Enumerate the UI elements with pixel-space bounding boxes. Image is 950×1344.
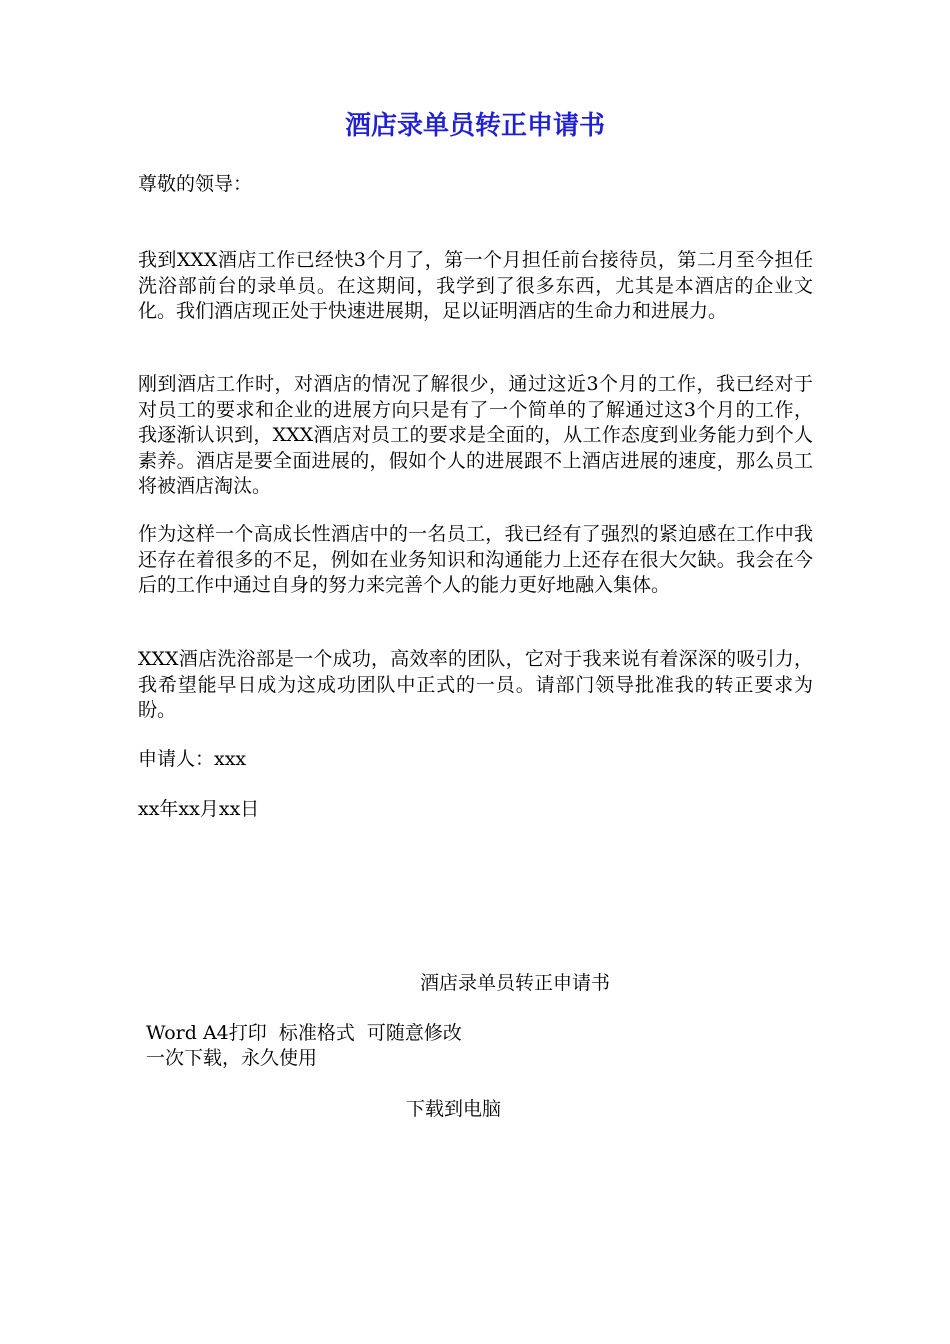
date-line: xx年xx月xx日 xyxy=(138,798,260,820)
footer-format-note: Word A4打印 标准格式 可随意修改 xyxy=(146,1022,462,1044)
paragraph-4: XXX酒店洗浴部是一个成功，高效率的团队，它对于我来说有着深深的吸引力，我希望能早日成为这成功团队中正式的一员。请部门领导批准我的转正要求为盼。 xyxy=(138,648,813,721)
salutation: 尊敬的领导： xyxy=(138,173,253,195)
applicant-line: 申请人：xxx xyxy=(138,748,247,770)
paragraph-1: 我到XXX酒店工作已经快3个月了，第一个月担任前台接待员，第二月至今担任洗浴部前台的录单员。在这期间，我学到了很多东西，尤其是本酒店的企业文化。我们酒店现正处于快速进展期，足以证明酒店的生命力和进展力。 xyxy=(138,249,813,322)
footer-title: 酒店录单员转正申请书 xyxy=(419,972,610,994)
paragraph-3: 作为这样一个高成长性酒店中的一名员工，我已经有了强烈的紧迫感在工作中我还存在着很多的不足，例如在业务知识和沟通能力上还存在很大欠缺。我会在今后的工作中通过自身的努力来完善个人的能力更好地融入集体。 xyxy=(138,523,813,596)
document-title: 酒店录单员转正申请书 xyxy=(344,111,605,141)
paragraph-2: 刚到酒店工作时，对酒店的情况了解很少，通过这近3个月的工作，我已经对于对员工的要求和企业的进展方向只是有了一个简单的了解通过这3个月的工作，我逐渐认识到，XXX酒店对员工的要求是全面的，从工作态度到业务能力到个人素养。酒店是要全面进展的，假如个人的进展跟不上酒店进展的速度，那么员工将被酒店淘汰。 xyxy=(138,373,813,497)
footer-usage-note: 一次下载，永久使用 xyxy=(146,1047,318,1069)
download-link[interactable]: 下载到电脑 xyxy=(406,1098,502,1120)
